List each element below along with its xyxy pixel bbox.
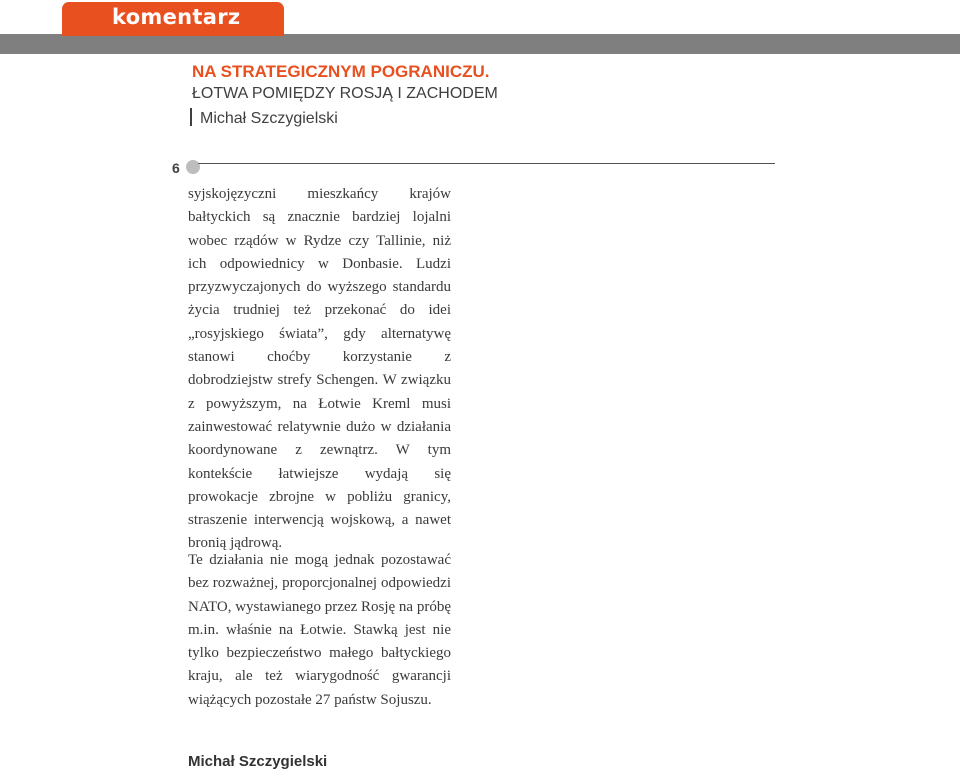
- footer-author: Michał Szczygielski: [188, 753, 328, 770]
- page-number: 6: [172, 160, 180, 176]
- header-bar: [0, 34, 960, 54]
- body-paragraph-1: syjskojęzyczni mieszkańcy krajów bałtyckich są znacznie bardziej lojalni wobec rządów w Rydze czy Tallinie, niż ich odpowiednicy w Donbasie. Ludzi przyzwyczajonych do wyższego standardu życia trudniej też przekonać do idei „rosyjskiego świata”, gdy alternatywę stanowi choćby korzystanie z dobrodziejstw strefy Schengen. W związku z powyższym, na Łotwie Kreml musi zainwestować relatywnie dużo w działania koordynowane z zewnątrz. W tym kontekście łatwiejsze wydają się prowokacje zbrojne w pobliżu granicy, straszenie interwencją wojskową, a nawet bronią jądrową.: [188, 186, 451, 552]
- title-author-name: Michał Szczygielski: [200, 110, 338, 127]
- body-paragraph-2: Te działania nie mogą jednak pozostawać bez rozważnej, proporcjonalnej odpowiedzi NATO, wystawianego przez Rosję na próbę m.in. właśnie na Łotwie. Stawką jest nie tylko bezpieczeństwo małego bałtyckiego kraju, ale też wiarygodność gwarancji wiążących pozostałe 27 państw Sojuszu.: [188, 552, 451, 708]
- section-tab: [62, 2, 284, 36]
- title-line-2: ŁOTWA POMIĘDZY ROSJĄ I ZACHODEM: [192, 85, 498, 102]
- section-tab-label: komentarz: [112, 5, 241, 29]
- title-author: [190, 108, 338, 128]
- author-separator: [190, 108, 192, 126]
- title-line-1: NA STRATEGICZNYM POGRANICZU.: [192, 62, 490, 81]
- horizontal-rule: [198, 163, 775, 164]
